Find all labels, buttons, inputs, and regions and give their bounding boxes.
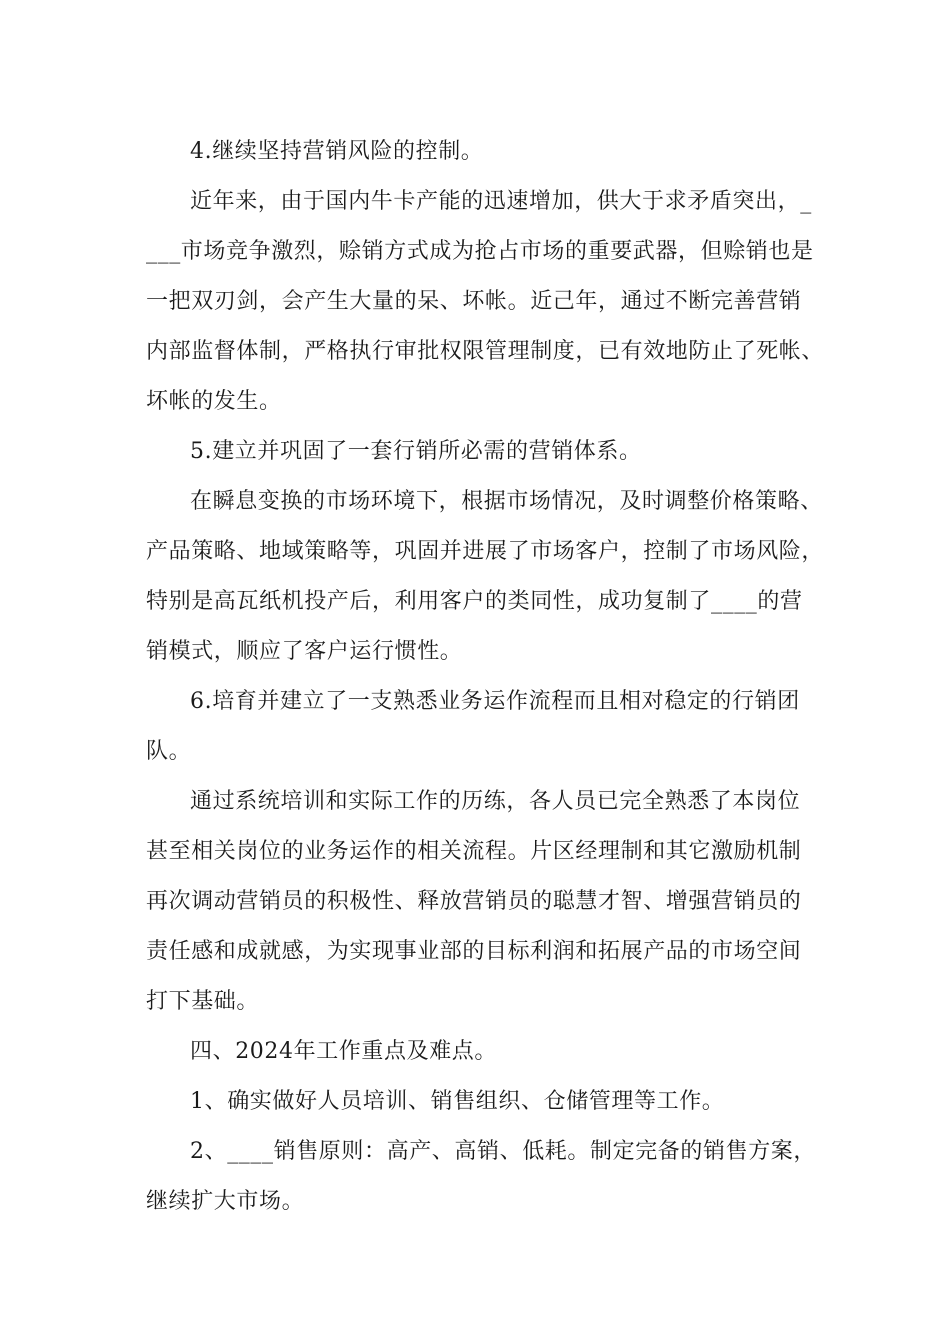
paragraph-6-line-5: 打下基础。 — [146, 989, 260, 1014]
section-heading-4: 四、2024年工作重点及难点。 — [190, 1039, 497, 1064]
paragraph-4-line-5: 坏帐的发生。 — [146, 389, 282, 414]
paragraph-5-line-3: 特别是高瓦纸机投产后，利用客户的类同性，成功复制了____的营 — [146, 589, 803, 614]
paragraph-4-line-1: 近年来，由于国内牛卡产能的迅速增加，供大于求矛盾突出，_ — [190, 189, 812, 214]
paragraph-heading-6-cont: 队。 — [146, 739, 192, 764]
paragraph-5-line-2: 产品策略、地域策略等，巩固并进展了市场客户，控制了市场风险， — [146, 539, 825, 564]
paragraph-heading-4: 4.继续坚持营销风险的控制。 — [190, 139, 484, 164]
paragraph-4-line-2: ___市场竞争激烈，赊销方式成为抢占市场的重要武器，但赊销也是 — [146, 239, 814, 264]
paragraph-6-line-2: 甚至相关岗位的业务运作的相关流程。片区经理制和其它激励机制 — [146, 839, 802, 864]
list-item-2: 2、____销售原则：高产、高销、低耗。制定完备的销售方案， — [190, 1139, 816, 1164]
paragraph-heading-6: 6.培育并建立了一支熟悉业务运作流程而且相对稳定的行销团 — [190, 689, 800, 714]
paragraph-5-line-4: 销模式，顺应了客户运行惯性。 — [146, 639, 463, 664]
paragraph-4-line-3: 一把双刃剑，会产生大量的呆、坏帐。近己年，通过不断完善营销 — [146, 289, 802, 314]
paragraph-heading-5: 5.建立并巩固了一套行销所必需的营销体系。 — [190, 439, 642, 464]
paragraph-6-line-4: 责任感和成就感，为实现事业部的目标利润和拓展产品的市场空间 — [146, 939, 802, 964]
list-item-1: 1、确实做好人员培训、销售组织、仓储管理等工作。 — [190, 1089, 725, 1114]
paragraph-6-line-3: 再次调动营销员的积极性、释放营销员的聪慧才智、增强营销员的 — [146, 889, 802, 914]
paragraph-5-line-1: 在瞬息变换的市场环境下，根据市场情况，及时调整价格策略、 — [190, 489, 823, 514]
paragraph-4-line-4: 内部监督体制，严格执行审批权限管理制度，已有效地防止了死帐、 — [146, 339, 825, 364]
paragraph-6-line-1: 通过系统培训和实际工作的历练，各人员已完全熟悉了本岗位 — [190, 789, 801, 814]
list-item-2-cont: 继续扩大市场。 — [146, 1189, 305, 1214]
